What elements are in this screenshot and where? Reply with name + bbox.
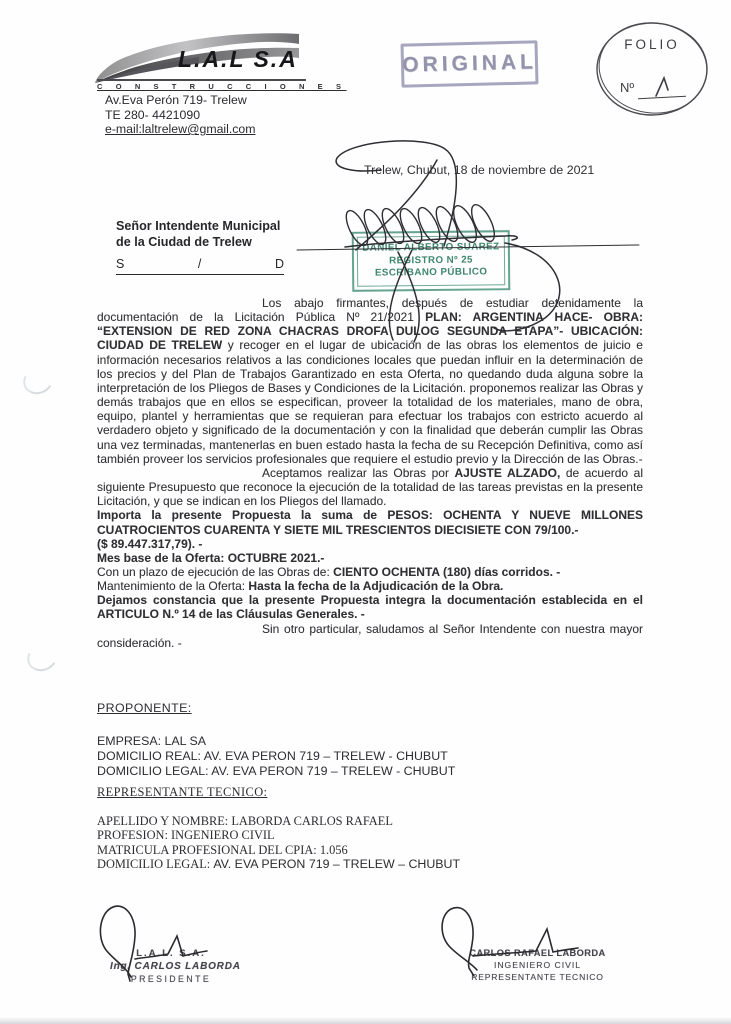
stamp-role: REPRESENTANTE TECNICO [471, 972, 604, 982]
addressee-line1: Señor Intendente Municipal [116, 219, 281, 233]
proponente-line: DOMICILIO REAL: AV. EVA PERON 719 – TRELEW - CHUBUT [97, 749, 448, 764]
paragraph: Dejamos constancia que la presente Propuesta integra la documentación establecida en el ARTICULO N.º 14 de las Cláusulas Generales. - [97, 593, 643, 622]
letter-body [97, 296, 643, 650]
stamp-role: PRESIDENTE [130, 974, 212, 984]
paragraph: Los abajo firmantes, después de estudiar detenidamente la documentación de la Licitación Pública Nº 21/2021 PLAN: ARGENTINA HACE- OBRA: “EXTENSION DE RED ZONA CHACRAS DROFA DULOG SEGUNDA ETAPA”- UBICACIÓN: CIUDAD DE TRELEW y recoger en el lugar de ubicación de las obras los elementos de juicio e información necesarios relativos a las condiciones locales que puedan influir en la determinación de los precios y del Plan de Trabajos Garantizado en esta Oferta, no quedando duda alguna sobre la interpretación de los Pliegos de Bases y Condiciones de la Licitación. proponemos realizar las Obras y demás trabajos que en ellos se especifican, proveer la totalidad de los materiales, mano de obra, equipo, plantel y herramientas que se requieran para efectuar los trabajos con estricto acuerdo al verdadero objeto y significado de la documentación y con la finalidad que deberán cumplir las Obras una vez terminadas, mantenerlas en buen estado hasta la fecha de su Recepción Definitiva, como así también proveer los servicios profesionales que requiere el estudio previo y la Dirección de las Obras.- [97, 296, 643, 466]
representante-section [97, 785, 460, 871]
phone-line: TE 280- 4421090 [105, 107, 201, 122]
paragraph: Sin otro particular, saludamos al Señor Intendente con nuestra mayor consideración. - [97, 621, 643, 650]
company-name: L.A.L S.A [178, 46, 298, 72]
signature-stamp-president [110, 948, 241, 984]
representante-line: MATRICULA PROFESIONAL DEL CPIA: 1.056 [97, 842, 348, 857]
original-stamp: ORIGINAL [400, 40, 538, 87]
scan-edge-shadow [0, 1017, 731, 1024]
folio-circle-icon [594, 20, 710, 118]
proponente-heading: PROPONENTE: [97, 701, 192, 715]
folio-number: Nº [620, 80, 635, 95]
paragraph: Aceptamos realizar las Obras por AJUSTE ALZADO, de acuerdo al siguiente Presupuesto que reconoce la ejecución de la totalidad de las tareas previstas en la presente Licitación, y que se indican en los Pliegos del llamado. [97, 465, 643, 509]
proponente-line: DOMICILIO LEGAL: AV. EVA PERON 719 – TRELEW - CHUBUT [97, 764, 456, 779]
paragraph: Mantenimiento de la Oferta: Hasta la fecha de la Adjudicación de la Obra. [97, 579, 504, 594]
letterhead-contact [105, 93, 256, 137]
representante-line: DOMICILIO LEGAL: AV. EVA PERON 719 – TRELEW – CHUBUT [97, 856, 461, 871]
proponente-section [97, 701, 455, 780]
paragraph: Mes base de la Oferta: OCTUBRE 2021.- [97, 550, 325, 565]
notary-name: DANIEL ALBERTO SUAREZ [362, 241, 500, 254]
scan-artifact-arc [24, 641, 61, 675]
dateline: Trelew, Chubut, 18 de noviembre de 2021 [364, 163, 595, 177]
stamp-company: L.A.L. S.A. [136, 948, 206, 959]
scan-artifact-arc [20, 364, 57, 398]
folio-label: FOLIO [624, 37, 680, 52]
proponente-line: EMPRESA: LAL SA [97, 734, 207, 748]
addressee-line2: de la Ciudad de Trelew [116, 234, 252, 249]
paragraph: Importa la presente Propuesta la suma de PESOS: OCHENTA Y NUEVE MILLONES CUATROCIENTOS CUARENTA Y SIETE MIL TRESCIENTOS DIECISIETE CON 79/100.- [97, 508, 643, 537]
representante-heading: REPRESENTANTE TECNICO: [97, 785, 268, 799]
signature-stamp-technical-rep [465, 948, 610, 982]
representante-line: APELLIDO Y NOMBRE: LABORDA CARLOS RAFAEL [97, 814, 393, 828]
sd-line: S / D [116, 257, 284, 275]
stamp-name: CARLOS RAFAEL LABORDA [469, 948, 606, 958]
stamp-name: Ing. CARLOS LABORDA [110, 961, 241, 972]
handwritten-folio-number-icon [656, 78, 668, 96]
address-line: Av.Eva Perón 719- Trelew [105, 93, 247, 107]
notary-registry: REGISTRO Nº 25 [389, 254, 473, 267]
company-tagline: C O N S T R U C C I O N E S [97, 79, 306, 91]
email-line: e-mail:laltrelew@gmail.com [105, 122, 256, 137]
notary-stamp [352, 230, 511, 292]
addressee-block [116, 219, 284, 275]
notary-title: ESCRIBANO PÚBLICO [374, 266, 488, 279]
folio-stamp [594, 20, 710, 118]
paragraph: Con un plazo de ejecución de las Obras de: CIENTO OCHENTA (180) días corridos. - [97, 564, 561, 579]
stamp-profession: INGENIERO CIVIL [493, 960, 582, 970]
representante-line: PROFESION: INGENIERO CIVIL [97, 828, 275, 843]
paragraph: ($ 89.447.317,79). - [97, 536, 203, 551]
